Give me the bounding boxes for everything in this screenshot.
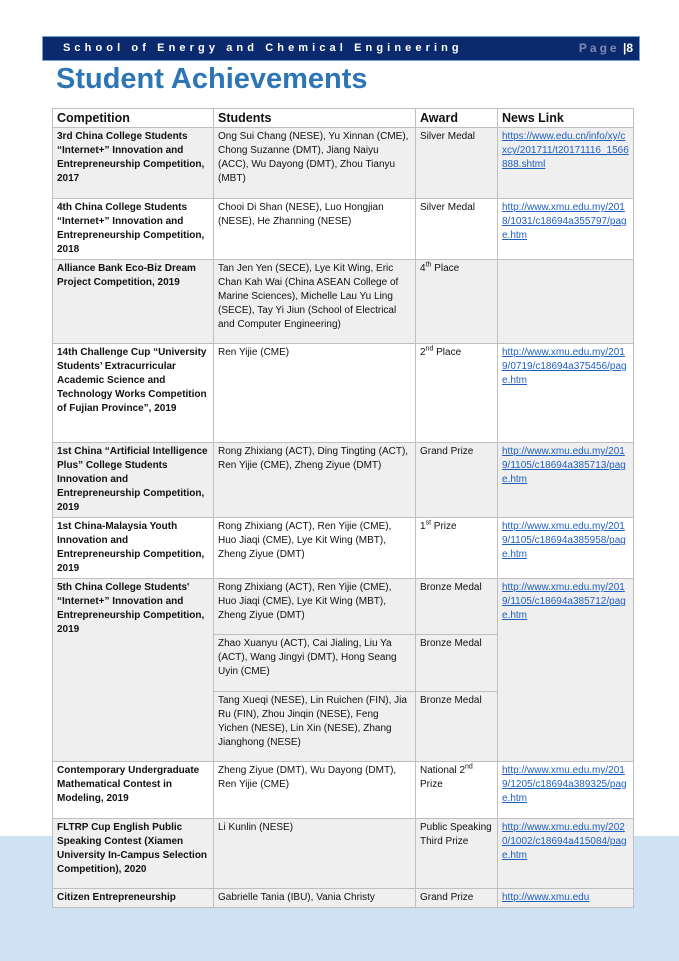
school-name: School of Energy and Chemical Engineering	[63, 42, 463, 54]
award-cell: Bronze Medal	[416, 635, 498, 692]
students-cell: Tan Jen Yen (SECE), Lye Kit Wing, Eric Chan Kah Wai (China ASEAN College of Marine Sciences), Michelle Lau Yu Ling (SECE), Tay Yi Jiun (School of Electrical and Computer Engineering)	[214, 260, 416, 344]
news-link-cell	[498, 518, 634, 579]
news-link-cell	[498, 579, 634, 762]
students-cell: Rong Zhixiang (ACT), Ren Yijie (CME), Huo Jiaqi (CME), Lye Kit Wing (MBT), Zheng Ziyue (DMT)	[214, 579, 416, 635]
news-link-cell	[498, 128, 634, 199]
news-link[interactable]: http://www.xmu.edu.my/2019/1105/c18694a385958/page.htm	[502, 521, 626, 560]
competition-cell: 4th China College Students “Internet+” Innovation and Entrepreneurship Competition, 2018	[53, 199, 214, 260]
header-students: Students	[214, 109, 416, 128]
students-cell: Chooi Di Shan (NESE), Luo Hongjian (NESE), He Zhanning (NESE)	[214, 199, 416, 260]
students-cell: Li Kunlin (NESE)	[214, 819, 416, 889]
award-cell: Silver Medal	[416, 128, 498, 199]
table-row	[53, 762, 634, 819]
competition-cell: Citizen Entrepreneurship	[53, 889, 214, 908]
award-cell: Bronze Medal	[416, 692, 498, 762]
page-indicator	[579, 41, 633, 55]
news-link[interactable]: https://www.edu.cn/info/xy/cxcy/201711/t20171116_1566888.shtml	[502, 131, 629, 170]
header-news-link: News Link	[498, 109, 634, 128]
table-row	[53, 128, 634, 199]
students-cell: Rong Zhixiang (ACT), Ren Yijie (CME), Huo Jiaqi (CME), Lye Kit Wing (MBT), Zheng Ziyue (DMT)	[214, 518, 416, 579]
students-cell: Zheng Ziyue (DMT), Wu Dayong (DMT), Ren Yijie (CME)	[214, 762, 416, 819]
table-row	[53, 819, 634, 889]
students-cell: Tang Xueqi (NESE), Lin Ruichen (FIN), Jia Ru (FIN), Zhou Jinqin (NESE), Feng Yichen (NESE), Lin Xin (NESE), Zhang Jianghong (NESE)	[214, 692, 416, 762]
news-link-cell	[498, 443, 634, 518]
award-cell: Bronze Medal	[416, 579, 498, 635]
competition-cell: 1st China “Artificial Intelligence Plus” College Students Innovation and Entrepreneurship Competition, 2019	[53, 443, 214, 518]
page-title: Student Achievements	[56, 63, 368, 95]
table-header-row	[53, 109, 634, 128]
competition-cell: 14th Challenge Cup “University Students’ Extracurricular Academic Science and Technology Works Competition of Fujian Province”, 2019	[53, 344, 214, 443]
news-link[interactable]: http://www.xmu.edu.my/2019/1105/c18694a385712/page.htm	[502, 582, 626, 621]
competition-cell: 1st China-Malaysia Youth Innovation and Entrepreneurship Competition, 2019	[53, 518, 214, 579]
page-word: Page	[578, 41, 620, 55]
award-cell: 2nd Place	[416, 344, 498, 443]
news-link-cell	[498, 344, 634, 443]
award-cell: National 2nd Prize	[416, 762, 498, 819]
competition-cell: 3rd China College Students “Internet+” Innovation and Entrepreneurship Competition, 2017	[53, 128, 214, 199]
table-row	[53, 889, 634, 908]
award-cell: Public Speaking Third Prize	[416, 819, 498, 889]
page-number: 8	[626, 41, 633, 55]
students-cell: Ong Sui Chang (NESE), Yu Xinnan (CME), Chong Suzanne (DMT), Jiang Naiyu (ACC), Wu Dayong (DMT), Zhou Tianyu (MBT)	[214, 128, 416, 199]
table-row	[53, 199, 634, 260]
table-row	[53, 518, 634, 579]
table-row	[53, 443, 634, 518]
award-cell: 4th Place	[416, 260, 498, 344]
competition-cell: Contemporary Undergraduate Mathematical Contest in Modeling, 2019	[53, 762, 214, 819]
news-link[interactable]: http://www.xmu.edu.my/2019/1105/c18694a385713/page.htm	[502, 446, 626, 485]
table-row	[53, 579, 634, 635]
students-cell: Zhao Xuanyu (ACT), Cai Jialing, Liu Ya (ACT), Wang Jingyi (DMT), Hong Seang Uyin (CME)	[214, 635, 416, 692]
news-link[interactable]: http://www.xmu.edu.my/2018/1031/c18694a355797/page.htm	[502, 202, 627, 241]
news-link-cell	[498, 260, 634, 344]
award-cell: Silver Medal	[416, 199, 498, 260]
students-cell: Rong Zhixiang (ACT), Ding Tingting (ACT), Ren Yijie (CME), Zheng Ziyue (DMT)	[214, 443, 416, 518]
news-link[interactable]: http://www.xmu.edu.my/2020/1002/c18694a415084/page.htm	[502, 822, 627, 861]
news-link[interactable]: http://www.xmu.edu.my/2019/0719/c18694a375456/page.htm	[502, 347, 627, 386]
competition-cell: Alliance Bank Eco-Biz Dream Project Competition, 2019	[53, 260, 214, 344]
header-competition: Competition	[53, 109, 214, 128]
page-header	[42, 36, 640, 61]
news-link-cell	[498, 889, 634, 908]
news-link-cell	[498, 762, 634, 819]
students-cell: Gabrielle Tania (IBU), Vania Christy	[214, 889, 416, 908]
award-cell: 1st Prize	[416, 518, 498, 579]
news-link[interactable]: http://www.xmu.edu	[502, 892, 590, 903]
competition-cell: FLTRP Cup English Public Speaking Contest (Xiamen University In-Campus Selection Competition), 2020	[53, 819, 214, 889]
news-link[interactable]: http://www.xmu.edu.my/2019/1205/c18694a389325/page.htm	[502, 765, 627, 804]
page-separator: |	[622, 41, 627, 55]
competition-cell: 5th China College Students' “Internet+” Innovation and Entrepreneurship Competition, 2019	[53, 579, 214, 762]
students-cell: Ren Yijie (CME)	[214, 344, 416, 443]
news-link-cell	[498, 199, 634, 260]
table-row	[53, 344, 634, 443]
table-row	[53, 260, 634, 344]
header-award: Award	[416, 109, 498, 128]
achievements-table	[52, 108, 634, 908]
news-link-cell	[498, 819, 634, 889]
award-cell: Grand Prize	[416, 889, 498, 908]
award-cell: Grand Prize	[416, 443, 498, 518]
